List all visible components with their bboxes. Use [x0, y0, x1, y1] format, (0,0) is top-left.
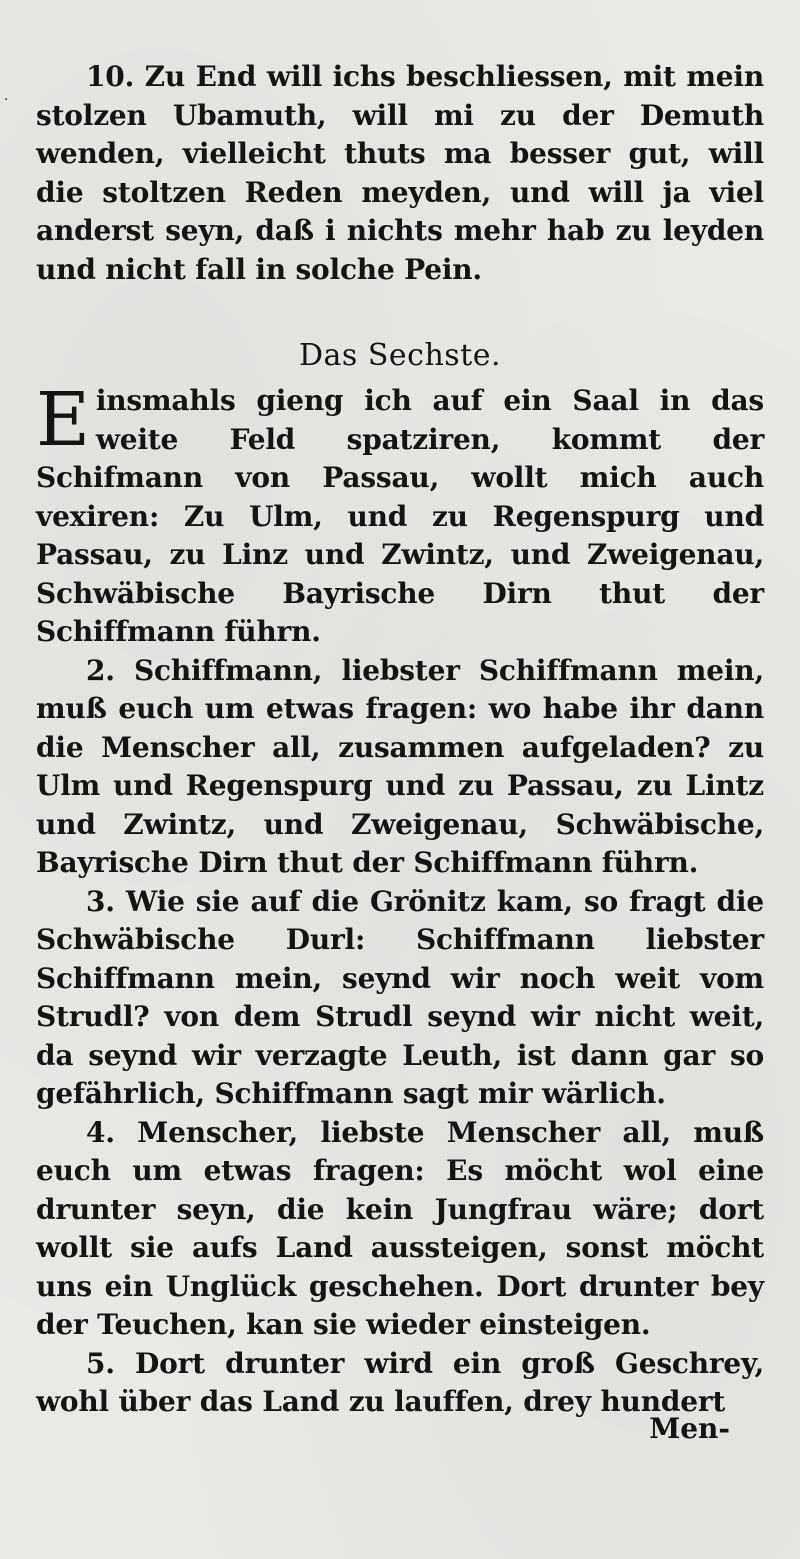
stanza-3-paragraph — [36, 883, 764, 1114]
stanza-2 — [36, 652, 764, 883]
stanza-10-paragraph — [36, 58, 764, 289]
stanza-1-paragraph — [36, 377, 764, 652]
stanza-4-paragraph — [36, 1114, 764, 1345]
stanza-text: Zu End will ichs beschliessen, mit mein stolzen Ubamuth, will mi zu der Demuth wenden, vielleicht thuts ma besser gut, will die stoltzen Reden meyden, und will ja viel anderst seyn, daß i nichts mehr hab zu leyden und nicht fall in solche Pein. — [36, 60, 764, 286]
song-body — [36, 377, 764, 1422]
stray-mark: . — [4, 88, 9, 104]
stanza-10 — [36, 58, 764, 289]
stanza-5-paragraph — [36, 1345, 764, 1422]
stanza-number: 2. — [86, 653, 115, 687]
stanza-text: Menscher, liebste Menscher all, muß euch um etwas fragen: Es möcht wol eine drunter seyn, die kein Jungfrau wäre; dort wollt sie aufs Land aussteigen, sonst möcht uns ein Unglück geschehen. Dort drunter bey der Teuchen, kan sie wieder einsteigen. — [36, 1115, 764, 1341]
stanza-4 — [36, 1114, 764, 1345]
stanza-text: Dort drunter wird ein groß Geschrey, wohl über das Land zu lauffen, drey hundert — [36, 1346, 764, 1418]
drop-cap-initial: E — [36, 377, 90, 463]
stanza-number: 4. — [86, 1115, 115, 1149]
stanza-5 — [36, 1345, 764, 1422]
stanza-text: Wie sie auf die Grönitz kam, so fragt die Schwäbische Durl: Schiffmann liebster Schiffmann mein, seynd wir noch weit vom Strudl? von dem Strudl seynd wir nicht weit, da seynd wir verzagte Leuth, ist dann gar so gefährlich, Schiffmann sagt mir wärlich. — [36, 884, 764, 1110]
stanza-2-paragraph — [36, 652, 764, 883]
stanza-text: insmahls gieng ich auf ein Saal in das weite Feld spatziren, kommt der Schifmann von Passau, wollt mich auch vexiren: Zu Ulm, und zu Regenspurg und Passau, zu Linz und Zwintz, und Zweigenau, Schwäbische Bayrische Dirn thut der Schiffmann führn. — [36, 384, 764, 648]
stanza-number: 10. — [86, 60, 135, 93]
catchword: Men- — [649, 1412, 730, 1445]
stanza-3 — [36, 883, 764, 1114]
stanza-number: 5. — [86, 1346, 115, 1380]
stanza-text: Schiffmann, liebster Schiffmann mein, muß euch um etwas fragen: wo habe ihr dann die Menscher all, zusammen aufgeladen? zu Ulm und Regenspurg und zu Passau, zu Lintz und Zwintz, und Zweigenau, Schwäbische, Bayrische Dirn thut der Schiffmann führn. — [36, 653, 764, 879]
section-heading: Das Sechste. — [298, 338, 502, 373]
stanza-1 — [36, 377, 764, 652]
stanza-number: 3. — [86, 884, 115, 918]
